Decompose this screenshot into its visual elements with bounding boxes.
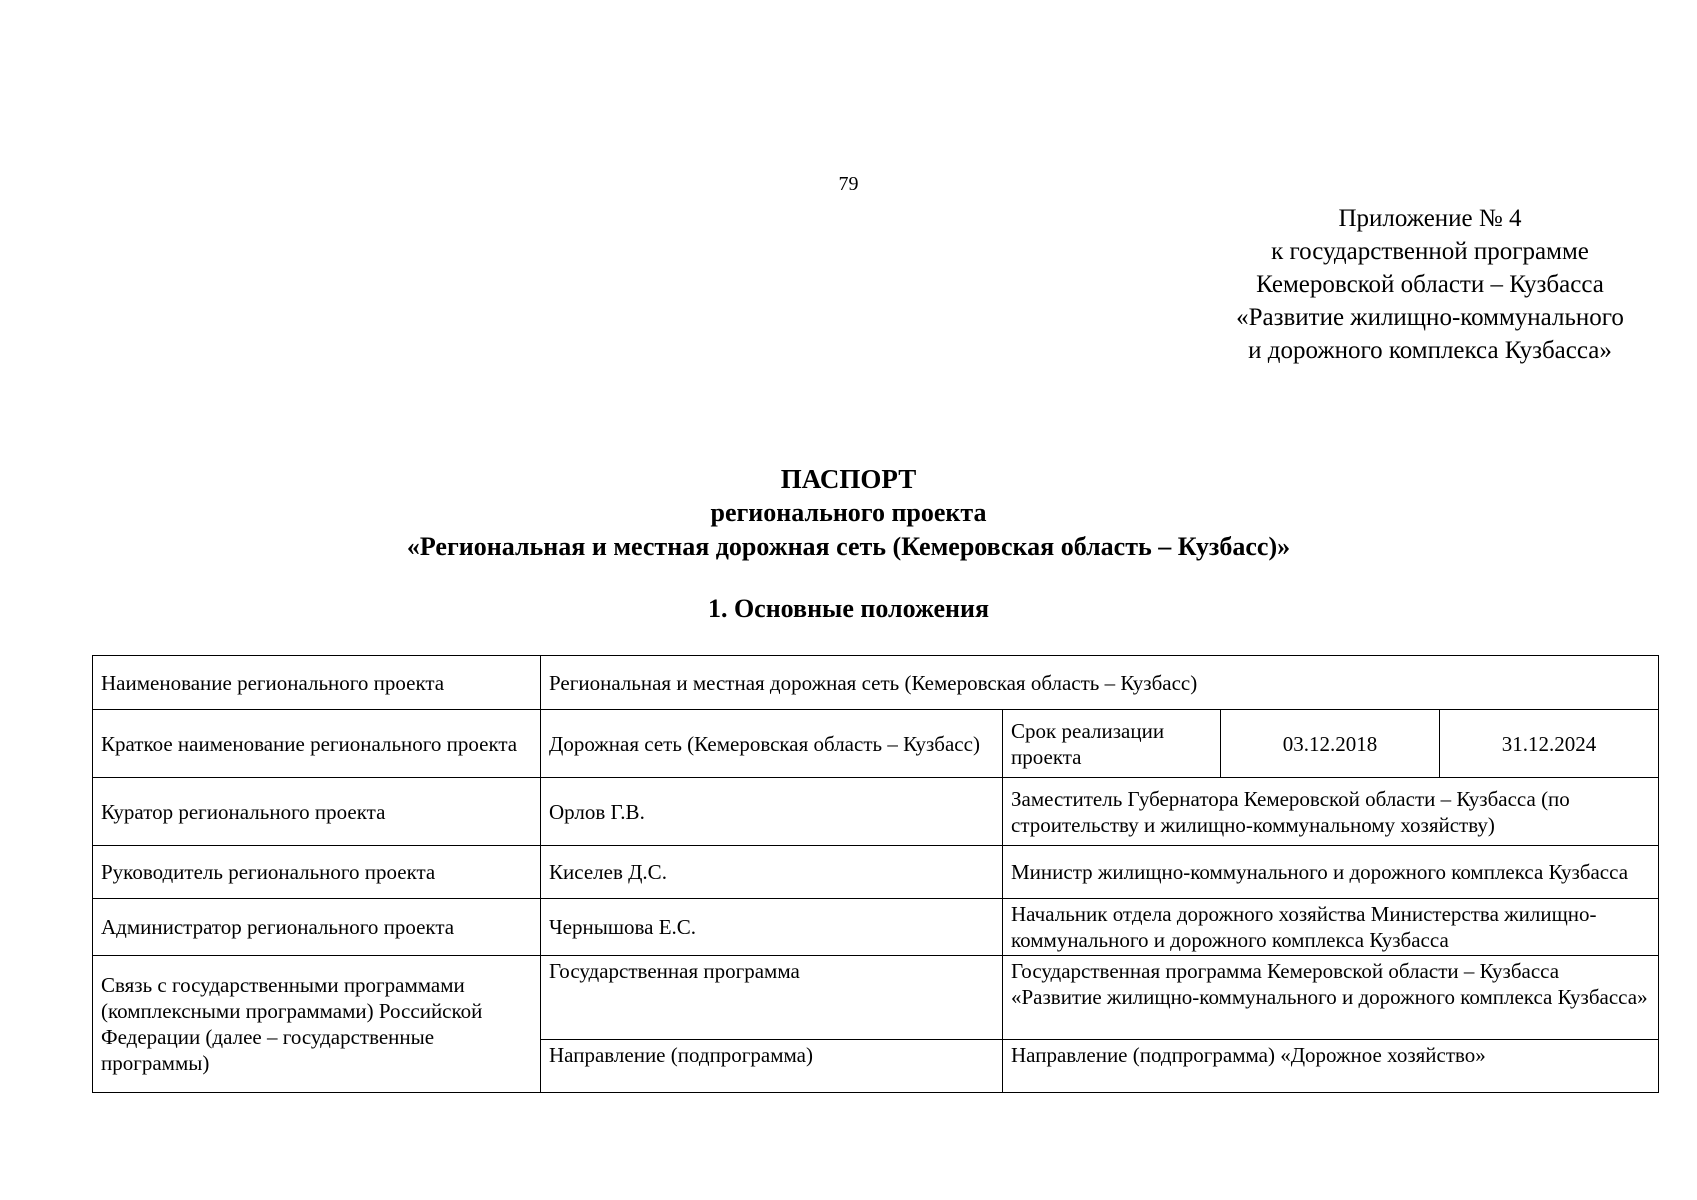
appendix-line: и дорожного комплекса Кузбасса» [1248, 337, 1612, 364]
appendix-line: к государственной программе [1271, 238, 1589, 265]
appendix-line: «Развитие жилищно-коммунального [1236, 304, 1624, 331]
curator-name: Орлов Г.В. [541, 778, 1003, 846]
head-name: Киселев Д.С. [541, 846, 1003, 899]
appendix-note [1180, 202, 1680, 367]
start-date: 03.12.2018 [1221, 710, 1440, 778]
page-number: 79 [838, 173, 859, 195]
programs-link-label: Связь с государственными программами (комплексными программами) Российской Федерации (далее – государственные программы) [93, 956, 541, 1093]
curator-position: Заместитель Губернатора Кемеровской области – Кузбасса (по строительству и жилищно-коммунальному хозяйству) [1003, 778, 1659, 846]
appendix-line: Кемеровской области – Кузбасса [1256, 271, 1604, 298]
head-label: Руководитель регионального проекта [93, 846, 541, 899]
program-label: Государственная программа [541, 956, 1003, 1040]
title-main: ПАСПОРТ [780, 464, 917, 494]
table-row-curator [93, 778, 1659, 846]
period-label: Срок реализации проекта [1003, 710, 1221, 778]
table-row-project-name [93, 656, 1659, 710]
table-row-head [93, 846, 1659, 899]
document-title [0, 462, 1697, 564]
section-heading: 1. Основные положения [707, 594, 990, 623]
title-subtitle: регионального проекта [710, 498, 987, 527]
direction-label: Направление (подпрограмма) [541, 1040, 1003, 1093]
program-value: Государственная программа Кемеровской области – Кузбасса «Развитие жилищно-коммунального и дорожного комплекса Кузбасса» [1003, 956, 1659, 1040]
admin-name: Чернышова Е.С. [541, 899, 1003, 956]
title-project-name: «Региональная и местная дорожная сеть (Кемеровская область – Кузбасс)» [406, 532, 1291, 561]
curator-label: Куратор регионального проекта [93, 778, 541, 846]
direction-value: Направление (подпрограмма) «Дорожное хозяйство» [1003, 1040, 1659, 1093]
passport-table [92, 655, 1659, 1093]
project-name-label: Наименование регионального проекта [93, 656, 541, 710]
table-row-program [93, 956, 1659, 1040]
short-name-label: Краткое наименование регионального проекта [93, 710, 541, 778]
head-position: Министр жилищно-коммунального и дорожного комплекса Кузбасса [1003, 846, 1659, 899]
project-name-value: Региональная и местная дорожная сеть (Кемеровская область – Кузбасс) [541, 656, 1659, 710]
appendix-line: Приложение № 4 [1338, 205, 1522, 232]
short-name-value: Дорожная сеть (Кемеровская область – Кузбасс) [541, 710, 1003, 778]
table-row-short-name [93, 710, 1659, 778]
table-row-admin [93, 899, 1659, 956]
end-date: 31.12.2024 [1440, 710, 1659, 778]
admin-position: Начальник отдела дорожного хозяйства Министерства жилищно-коммунального и дорожного комплекса Кузбасса [1003, 899, 1659, 956]
admin-label: Администратор регионального проекта [93, 899, 541, 956]
